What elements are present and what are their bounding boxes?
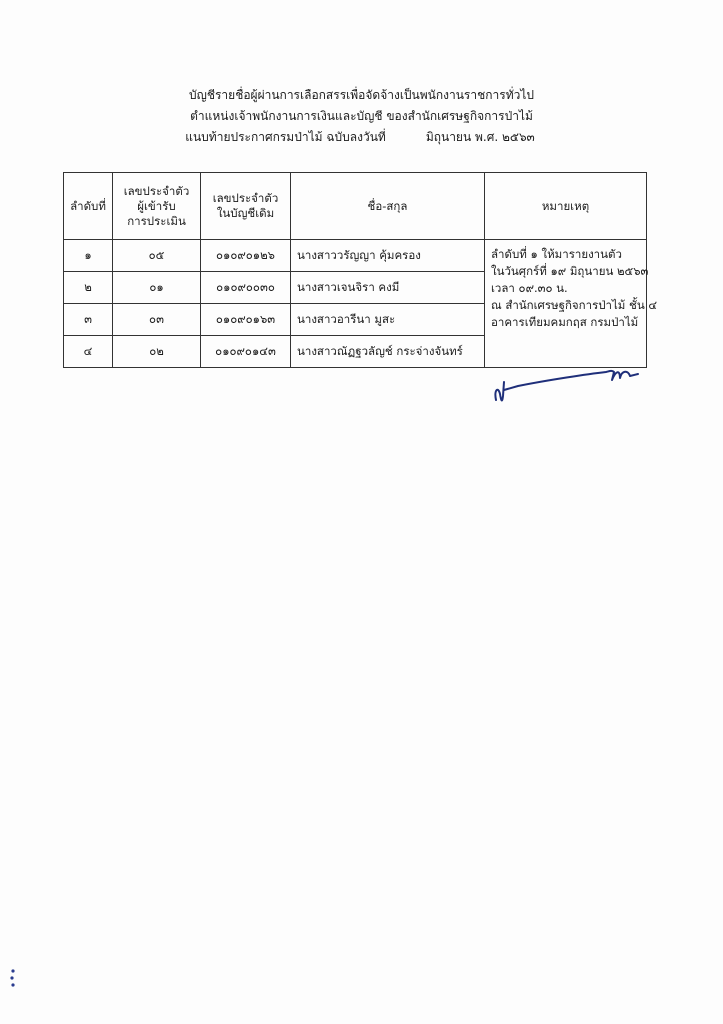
remark-line: ลำดับที่ ๑ ให้มารายงานตัว [491, 247, 622, 261]
remark-line: อาคารเทียมคมกฤส กรมป่าไม้ [491, 315, 639, 329]
header-list-id [201, 173, 291, 240]
cell-exam-id: ๐๑ [113, 272, 201, 304]
header-order: ลำดับที่ [64, 173, 113, 240]
cell-order: ๓ [64, 304, 113, 336]
reference-date: มิถุนายน พ.ศ. ๒๕๖๓ [425, 130, 535, 144]
remark-line: ในวันศุกร์ที่ ๑๙ มิถุนายน ๒๕๖๓ [491, 264, 649, 278]
remark-line: เวลา ๐๙.๓๐ น. [491, 281, 568, 295]
cell-exam-id: ๐๒ [113, 336, 201, 368]
cell-order: ๑ [64, 240, 113, 272]
header-exam-id-line: การประเมิน [127, 213, 186, 228]
header-list-id-line: ในบัญชีเดิม [216, 206, 275, 220]
cell-name: นางสาววรัญญา คุ้มครอง [291, 240, 485, 272]
cell-name: นางสาวณัฏฐวลัญช์ กระจ่างจันทร์ [291, 336, 485, 368]
header-exam-id-line: เลขประจำตัว [123, 183, 190, 198]
cell-remark [485, 240, 658, 368]
cell-list-id: ๐๑๐๙๐๐๓๐ [201, 272, 291, 304]
candidate-table [63, 172, 658, 368]
table-header-row [64, 173, 647, 240]
cell-exam-id: ๐๓ [113, 304, 201, 336]
cell-list-id: ๐๑๐๙๐๑๖๓ [201, 304, 291, 336]
cell-order: ๔ [64, 336, 113, 368]
reference-announcement: แนบท้ายประกาศกรมป่าไม้ ฉบับลงวันที่ [185, 130, 386, 144]
signature [488, 360, 648, 410]
header-exam-id-line: ผู้เข้ารับ [137, 198, 176, 213]
table-row [64, 240, 647, 272]
document-subtitle: ตำแหน่งเจ้าพนักงานการเงินและบัญชี ของสำนักเศรษฐกิจการป่าไม้ [190, 109, 533, 123]
cell-name: นางสาวอารีนา มูสะ [291, 304, 485, 336]
cell-order: ๒ [64, 272, 113, 304]
header-list-id-line: เลขประจำตัว [212, 191, 279, 205]
document-title: บัญชีรายชื่อผู้ผ่านการเลือกสรรเพื่อจัดจ้างเป็นพนักงานราชการทั่วไป [189, 88, 534, 102]
cell-list-id: ๐๑๐๙๐๑๒๖ [201, 240, 291, 272]
document-reference-line [120, 130, 600, 144]
remark-line: ณ สำนักเศรษฐกิจการป่าไม้ ชั้น ๔ [491, 298, 658, 312]
cell-exam-id: ๐๕ [113, 240, 201, 272]
header-name: ชื่อ-สกุล [291, 173, 485, 240]
cell-name: นางสาวเจนจิรา คงมี [291, 272, 485, 304]
header-remark: หมายเหตุ [485, 173, 647, 240]
margin-mark [8, 968, 18, 988]
cell-list-id: ๐๑๐๙๐๑๔๓ [201, 336, 291, 368]
header-exam-id [113, 173, 201, 240]
